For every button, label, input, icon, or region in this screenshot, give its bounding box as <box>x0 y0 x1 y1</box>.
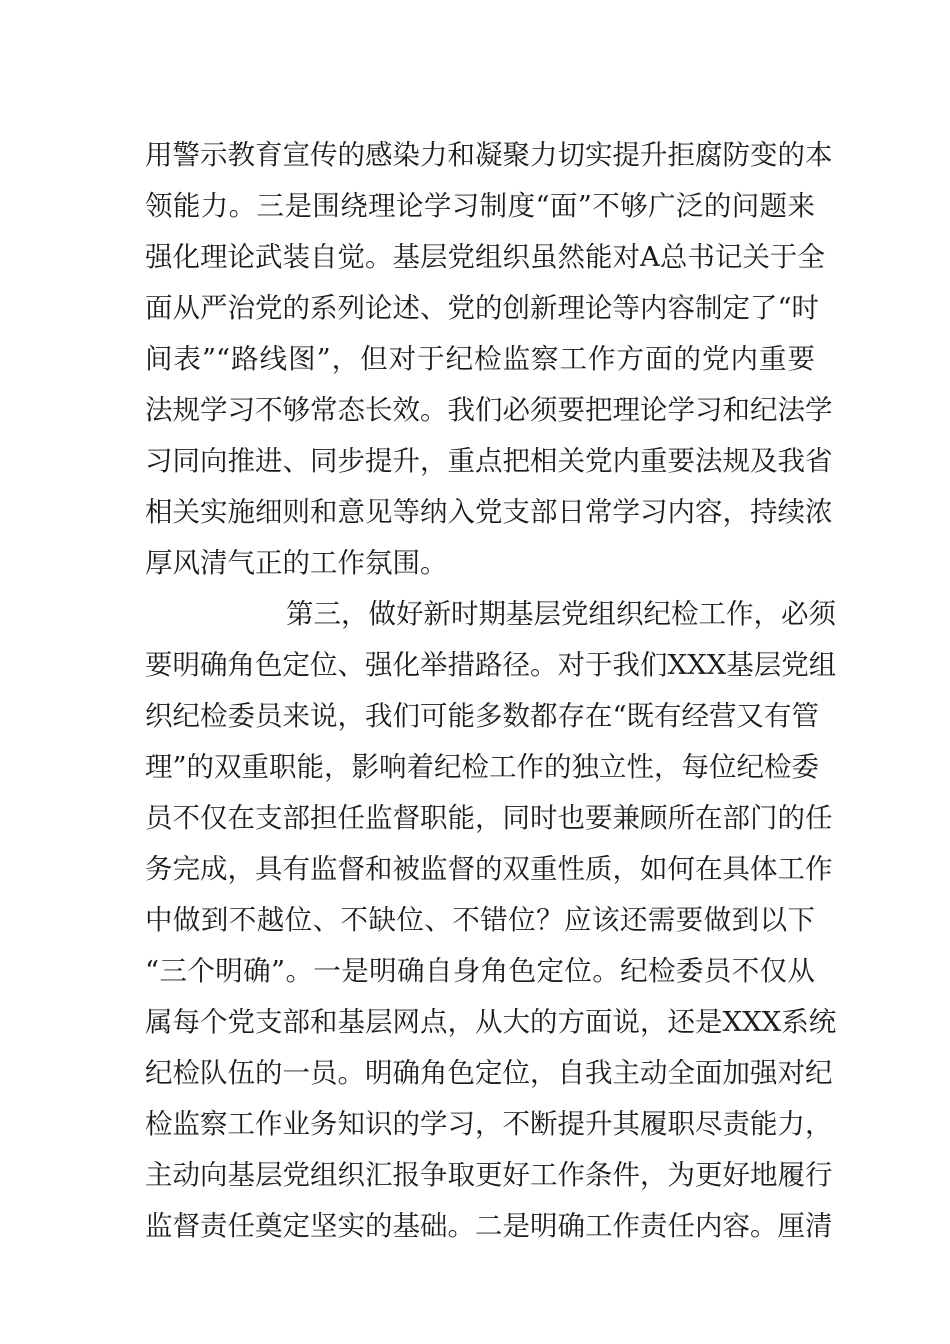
text-line: 习同向推进、同步提升，重点把相关党内重要法规及我省 <box>145 445 833 477</box>
text-line: “三个明确”。一是明确自身角色定位。纪检委员不仅从 <box>145 955 815 987</box>
text-line: 用警示教育宣传的感染力和凝聚力切实提升拒腐防变的本 <box>145 139 833 171</box>
text-line: 要明确角色定位、强化举措路径。对于我们XXX基层党组 <box>145 649 837 681</box>
text-line: 理”的双重职能，影响着纪检工作的独立性，每位纪检委 <box>145 751 820 783</box>
text-line: 务完成，具有监督和被监督的双重性质，如何在具体工作 <box>145 853 833 885</box>
text-line: 中做到不越位、不缺位、不错位？应该还需要做到以下 <box>145 904 815 936</box>
text-line: 员不仅在支部担任监督职能，同时也要兼顾所在部门的任 <box>145 802 833 834</box>
text-line: 纪检队伍的一员。明确角色定位，自我主动全面加强对纪 <box>145 1057 833 1089</box>
text-line: 主动向基层党组织汇报争取更好工作条件，为更好地履行 <box>145 1159 833 1191</box>
text-line: 间表”“路线图”，但对于纪检监察工作方面的党内重要 <box>145 343 815 375</box>
text-line: 强化理论武装自觉。基层党组织虽然能对A总书记关于全 <box>145 241 825 273</box>
text-line: 监督责任奠定坚实的基础。二是明确工作责任内容。厘清 <box>145 1210 833 1242</box>
text-line: 领能力。三是围绕理论学习制度“面”不够广泛的问题来 <box>145 190 815 222</box>
text-line: 织纪检委员来说，我们可能多数都存在“既有经营又有管 <box>145 700 820 732</box>
text-line: 相关实施细则和意见等纳入党支部日常学习内容，持续浓 <box>145 496 833 528</box>
paragraph-first-line: 第三，做好新时期基层党组织纪检工作，必须 <box>286 598 836 630</box>
text-line: 属每个党支部和基层网点，从大的方面说，还是XXX系统 <box>145 1006 837 1038</box>
text-line: 检监察工作业务知识的学习，不断提升其履职尽责能力， <box>145 1108 833 1140</box>
text-line: 厚风清气正的工作氛围。 <box>145 547 448 579</box>
text-line: 面从严治党的系列论述、党的创新理论等内容制定了“时 <box>145 292 820 324</box>
text-line: 法规学习不够常态长效。我们必须要把理论学习和纪法学 <box>145 394 833 426</box>
